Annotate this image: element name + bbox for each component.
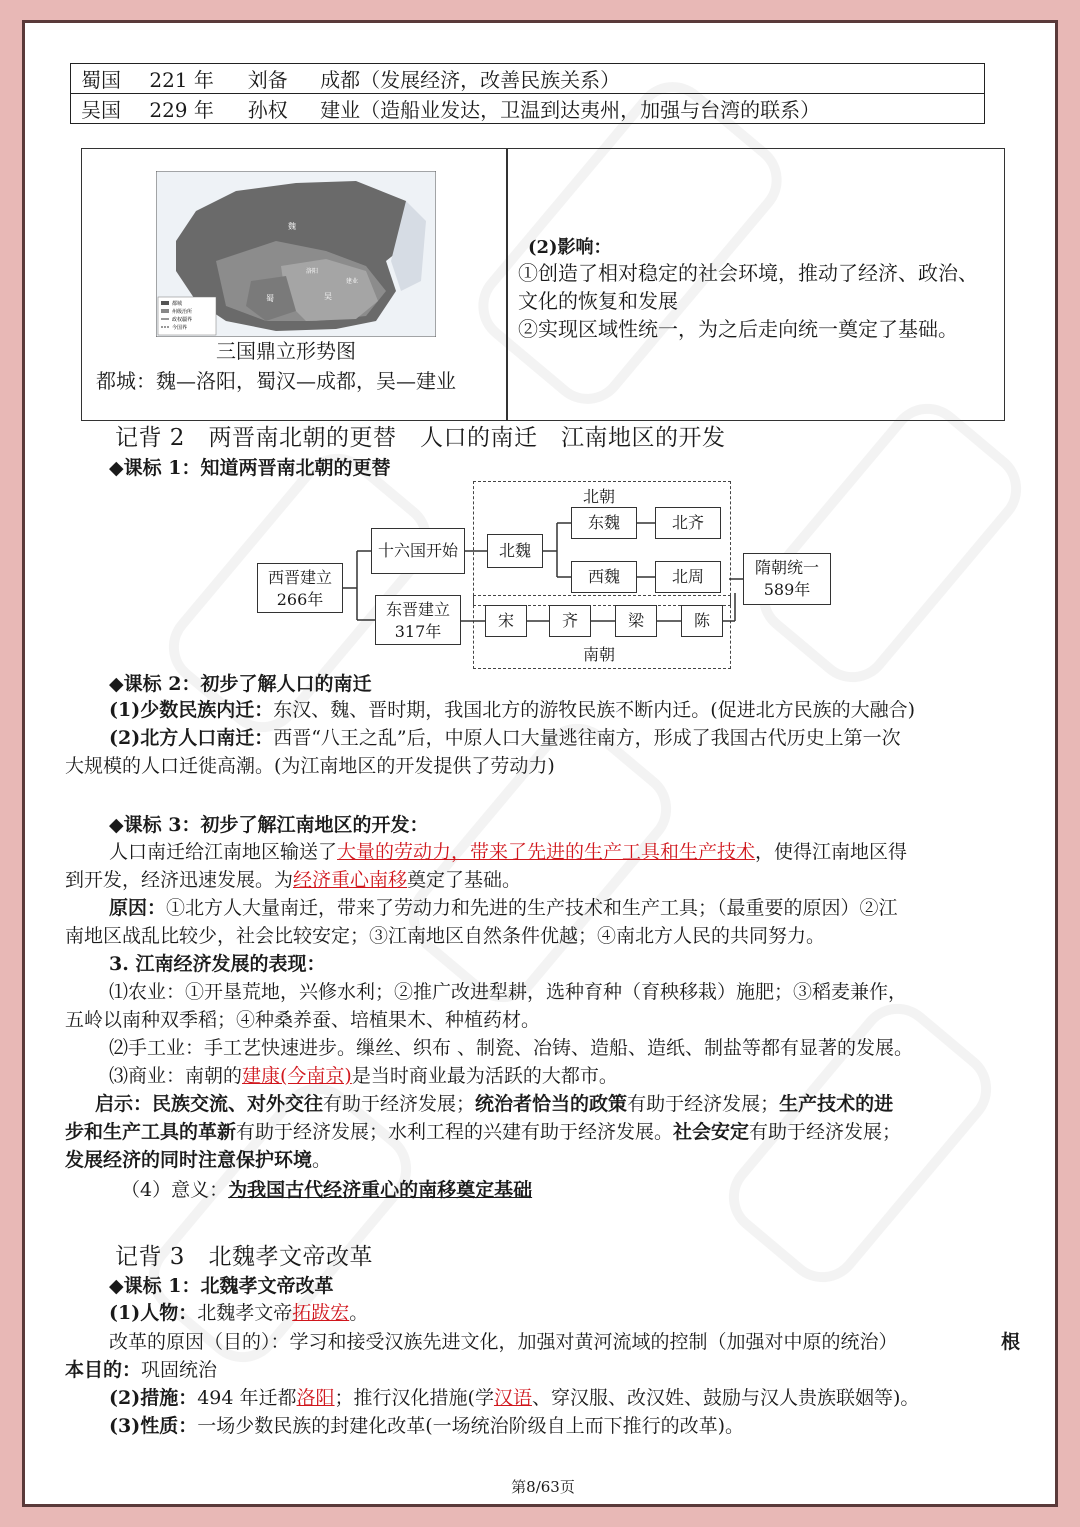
paragraph-line <box>65 866 1025 894</box>
body-text: 是当时商业最为活跃的大都市。 <box>351 1065 618 1087</box>
key-point: 大量的劳动力，带来了先进的生产工具和生产技术 <box>337 841 756 863</box>
term-label: (1)少数民族内迁： <box>109 699 274 721</box>
body-text: 有助于经济发展；水利工程的兴建有助于经济发展。 <box>236 1121 674 1143</box>
legend-text: 州级治所 <box>172 309 193 315</box>
subheading: 3. 江南经济发展的表现： <box>109 953 326 975</box>
paragraph-line: ⑴农业：①开垦荒地，兴修水利；②推广改进犁耕，选种育种（育秧移栽）施肥；③稻麦兼作， <box>109 981 908 1003</box>
map-label: 洛阳 <box>306 268 319 275</box>
paragraph-line <box>65 1146 1025 1174</box>
flow-node: 北齐 <box>655 507 721 539</box>
paragraph-line: 五岭以南种双季稻；④种桑养蚕、培植果木、种植药材。 <box>65 1009 541 1031</box>
body-text: 北魏孝文帝 <box>197 1302 293 1324</box>
paragraph-line <box>109 1328 1069 1356</box>
body-text: ⑶商业：南朝的 <box>109 1065 243 1087</box>
paragraph-line <box>109 894 1069 922</box>
body-text: 。 <box>349 1302 369 1324</box>
flow-node: 东魏 <box>571 507 637 539</box>
group-label: 南朝 <box>583 645 616 664</box>
capitals-text: 都城：魏—洛阳，蜀汉—成都，吴—建业 <box>96 369 456 393</box>
body-text: 有助于经济发展； <box>749 1121 902 1143</box>
term-label: (2)北方人口南迁： <box>109 727 274 749</box>
section-heading: 记背 3 北魏孝文帝改革 <box>115 1244 373 1270</box>
capital-cell: 建业（造船业发达，卫温到达夷州，加强与台湾的联系） <box>320 98 821 122</box>
document-page <box>22 20 1058 1507</box>
body-text: 。 <box>312 1149 332 1171</box>
influence-line: 文化的恢复和发展 <box>518 289 678 313</box>
flow-node: 十六国开始 <box>371 528 465 574</box>
body-text: ，使得江南地区得 <box>755 841 908 863</box>
influence-title: (2)影响： <box>528 237 612 258</box>
paragraph-line: 大规模的人口迁徙高潮。(为江南地区的开发提供了劳动力) <box>65 755 555 777</box>
flow-node: 陈 <box>681 605 723 637</box>
paragraph-line <box>109 1412 1069 1440</box>
curriculum-standard: ◆课标 1：知道两晋南北朝的更替 <box>109 457 391 479</box>
paragraph-line: ⑵手工业：手工艺快速进步。缫丝、织布 、制瓷、冶铸、造船、造纸、制盐等都有显著的发展。 <box>109 1037 914 1059</box>
curriculum-standard: ◆课标 3：初步了解江南地区的开发： <box>109 814 429 836</box>
body-text: 有助于经济发展； <box>323 1093 476 1115</box>
map-label: 吴 <box>324 292 332 301</box>
body-text: 到开发，经济迅速发展。为 <box>65 869 294 891</box>
body-text: 根 <box>1001 1331 1021 1353</box>
term-label: （4）意义： <box>121 1179 229 1201</box>
node-label: 317年 <box>394 622 442 641</box>
body-text: 人口南迁给江南地区输送了 <box>109 841 338 863</box>
body-text: 改革的原因（目的）：学习和接受汉族先进文化，加强对黄河流域的控制（加强对中原的统治） <box>109 1331 898 1353</box>
node-label: 西晋建立 <box>267 568 332 587</box>
map-label: 建业 <box>346 278 359 285</box>
paragraph-line <box>109 838 1069 866</box>
year-cell: 221 年 <box>149 68 214 92</box>
term-label: (1)人物： <box>109 1302 198 1324</box>
body-text: 、穿汉服、改汉姓、鼓励与汉人贵族联姻等)。 <box>531 1387 920 1409</box>
state-cell: 蜀国 <box>81 68 121 92</box>
flow-node: 梁 <box>615 605 657 637</box>
flow-node: 北魏 <box>487 534 543 568</box>
key-point: 建康(今南京) <box>242 1065 352 1087</box>
group-label: 北朝 <box>583 487 616 506</box>
paragraph-line <box>65 1356 1025 1384</box>
flow-node: 北周 <box>655 561 721 593</box>
influence-line: ②实现区域性统一，为之后走向统一奠定了基础。 <box>518 317 958 341</box>
key-phrase: 统治者恰当的政策 <box>475 1093 628 1115</box>
capital-cell: 成都（发展经济，改善民族关系） <box>320 68 621 92</box>
paragraph-line <box>109 696 1069 724</box>
paragraph-line <box>109 1299 1069 1327</box>
term-label: 本目的： <box>65 1359 142 1381</box>
map-label: 蜀 <box>266 294 274 303</box>
body-text: 西晋“八王之乱”后，中原人口大量逃往南方，形成了我国古代历史上第一次 <box>273 727 901 749</box>
body-text: ；推行汉化措施(学 <box>334 1387 494 1409</box>
founder-cell: 刘备 <box>247 68 288 92</box>
body-text: 494 年迁都 <box>197 1387 297 1409</box>
year-cell: 229 年 <box>149 98 214 122</box>
legend-text: 政权疆界 <box>172 317 193 323</box>
paragraph-line <box>95 1090 1055 1118</box>
body-text: 有助于经济发展； <box>627 1093 780 1115</box>
flowchart-connectors <box>25 23 1061 723</box>
key-point: 经济重心南移 <box>293 869 408 891</box>
key-phrase: 民族交流、对外交往 <box>152 1093 324 1115</box>
node-label: 东晋建立 <box>385 600 450 619</box>
node-label: 266年 <box>276 590 324 609</box>
influence-line: ①创造了相对稳定的社会环境，推动了经济、政治、 <box>518 261 978 285</box>
paragraph-line <box>121 1176 1080 1204</box>
map-label: 魏 <box>288 222 296 231</box>
term-label: 原因： <box>109 897 167 919</box>
body-text: 一场少数民族的封建化改革(一场统治阶级自上而下推行的改革)。 <box>197 1415 745 1437</box>
flow-node: 西魏 <box>571 561 637 593</box>
term-label: 启示： <box>95 1093 153 1115</box>
body-text: ①北方人大量南迁，带来了劳动力和先进的生产技术和生产工具；（最重要的原因）②江 <box>166 897 898 919</box>
state-cell: 吴国 <box>81 98 121 122</box>
key-point: 洛阳 <box>296 1387 335 1409</box>
curriculum-standard: ◆课标 1：北魏孝文帝改革 <box>109 1275 334 1297</box>
paragraph-line <box>109 1384 1069 1412</box>
flow-node: 宋 <box>485 605 527 637</box>
node-label: 589年 <box>763 580 811 599</box>
key-phrase: 社会安定 <box>673 1121 750 1143</box>
key-phrase: 步和生产工具的革新 <box>65 1121 237 1143</box>
page-number: 第8/63页 <box>511 1478 575 1496</box>
section-heading: 记背 2 两晋南北朝的更替 人口的南迁 江南地区的开发 <box>115 425 726 451</box>
body-text: 奠定了基础。 <box>407 869 522 891</box>
body-text: 东汉、魏、晋时期，我国北方的游牧民族不断内迁。(促进北方民族的大融合) <box>273 699 916 721</box>
term-label: (2)措施： <box>109 1387 198 1409</box>
node-label: 隋朝统一 <box>754 558 819 577</box>
key-point: 汉语 <box>493 1387 532 1409</box>
term-label: (3)性质： <box>109 1415 198 1437</box>
curriculum-standard: ◆课标 2：初步了解人口的南迁 <box>109 673 372 695</box>
key-point: 拓跋宏 <box>292 1302 350 1324</box>
paragraph-line <box>65 1118 1025 1146</box>
legend-text: 今国界 <box>172 325 188 331</box>
paragraph-line <box>109 724 1069 752</box>
key-phrase: 发展经济的同时注意保护环境 <box>65 1149 313 1171</box>
paragraph-line <box>109 1062 1069 1090</box>
body-text: 巩固统治 <box>141 1359 218 1381</box>
flow-node: 齐 <box>549 605 591 637</box>
legend-text: 都城 <box>172 301 183 307</box>
key-phrase: 生产技术的进 <box>779 1093 894 1115</box>
paragraph-line: 南地区战乱比较少，社会比较安定；③江南地区自然条件优越；④南北方人民的共同努力。 <box>65 925 826 947</box>
key-point: 为我国古代经济重心的南移奠定基础 <box>228 1179 533 1201</box>
map-caption: 三国鼎立形势图 <box>216 339 356 363</box>
founder-cell: 孙权 <box>247 98 288 122</box>
